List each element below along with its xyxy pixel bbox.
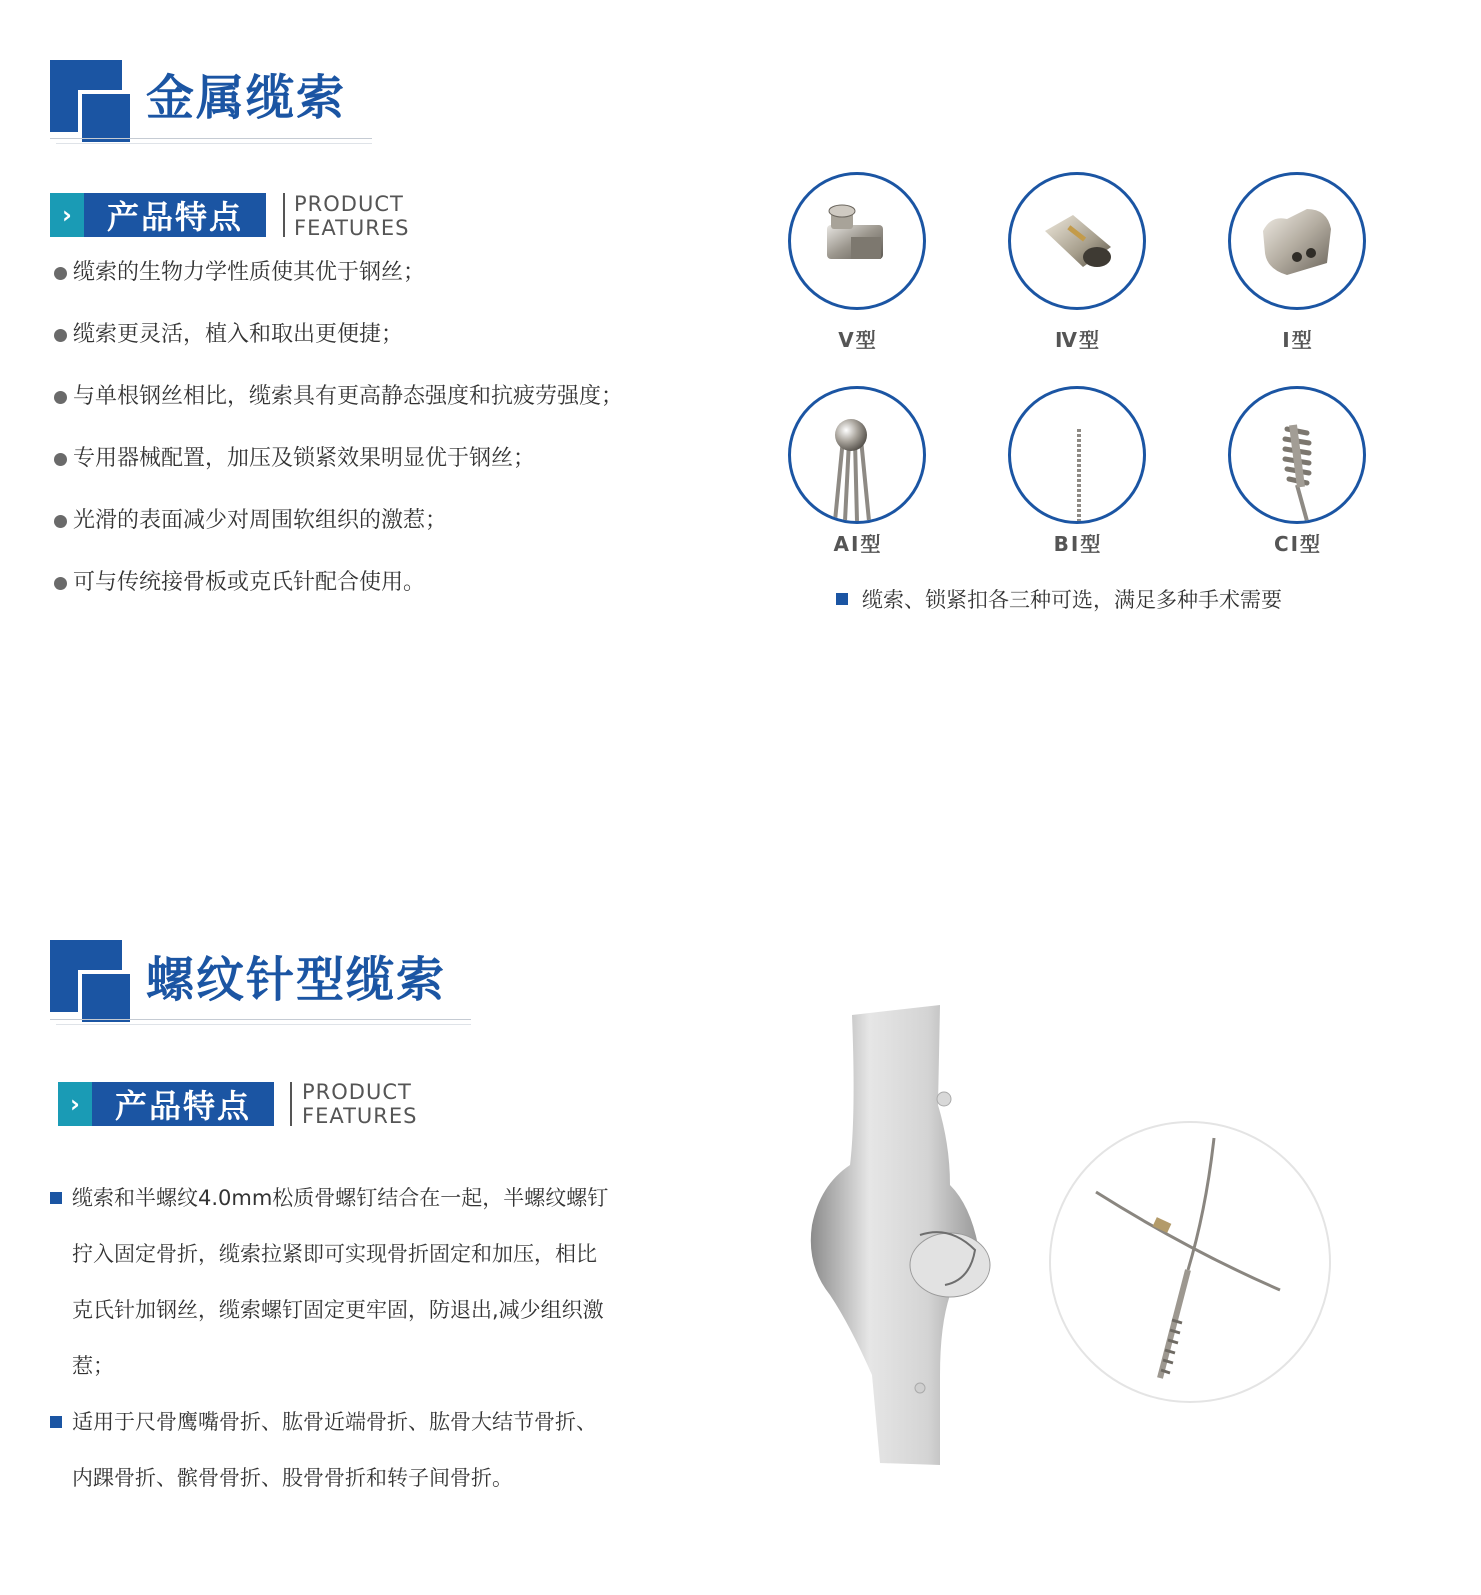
product-label: V型	[838, 328, 878, 352]
feature-item: 与单根钢丝相比，缆索具有更高静态强度和抗疲劳强度；	[54, 382, 744, 444]
threaded-pin-cable-image	[1048, 1120, 1333, 1405]
square-bullet-icon	[50, 1192, 62, 1204]
bullet-icon	[54, 515, 67, 528]
product-options-note: 缆索、锁紧扣各三种可选，满足多种手术需要	[836, 584, 1282, 614]
badge-en-line1: PRODUCT	[302, 1080, 412, 1104]
screw-cable-icon	[1228, 386, 1366, 524]
chevron-right-icon: ›	[58, 1082, 92, 1126]
section-title-metal-cable: 金属缆索	[146, 70, 347, 126]
product-ci-type	[1228, 386, 1368, 556]
feature-item: 缆索的生物力学性质使其优于钢丝；	[54, 258, 744, 320]
product-bi-type	[1008, 386, 1148, 556]
badge-en-line2: FEATURES	[302, 1104, 418, 1128]
badge-separator	[283, 193, 285, 237]
product-v-type	[788, 172, 928, 352]
feature-paragraph-2: 适用于尺骨鹰嘴骨折、肱骨近端骨折、肱骨大结节骨折、 内踝骨折、髌骨骨折、股骨骨折和转子间骨折。	[50, 1394, 597, 1506]
bullet-icon	[54, 329, 67, 342]
section-divider-secondary	[56, 1024, 471, 1025]
features-badge	[50, 193, 266, 237]
feature-list	[54, 258, 744, 630]
lock-clamp-icon	[788, 172, 926, 310]
product-label: Ⅳ型	[1055, 328, 1101, 352]
section-divider	[50, 138, 372, 139]
bullet-icon	[54, 453, 67, 466]
product-label: Ⅰ型	[1282, 328, 1314, 352]
section-heading-icon	[50, 940, 130, 1022]
features-badge-label: 产品特点	[84, 193, 266, 237]
square-bullet-icon	[836, 593, 848, 605]
features-badge-label: 产品特点	[92, 1082, 274, 1126]
chevron-right-icon: ›	[50, 193, 84, 237]
feature-item: 可与传统接骨板或克氏针配合使用。	[54, 568, 744, 630]
product-label: CⅠ型	[1273, 532, 1323, 556]
knee-bone-model-image	[800, 995, 1030, 1475]
section-title-threaded-pin-cable: 螺纹针型缆索	[146, 952, 447, 1008]
thin-cable-icon	[1008, 386, 1146, 524]
double-hole-lock-icon	[1228, 172, 1366, 310]
bullet-icon	[54, 391, 67, 404]
feature-item: 专用器械配置，加压及锁紧效果明显优于钢丝；	[54, 444, 744, 506]
product-label: AⅠ型	[833, 532, 883, 556]
section-divider-secondary	[56, 143, 372, 144]
section-divider	[50, 1019, 471, 1020]
square-bullet-icon	[50, 1416, 62, 1428]
features-badge	[58, 1082, 274, 1126]
feature-item: 缆索更灵活，植入和取出更便捷；	[54, 320, 744, 382]
feature-item: 光滑的表面减少对周围软组织的激惹；	[54, 506, 744, 568]
badge-separator	[290, 1082, 292, 1126]
badge-en-line2: FEATURES	[294, 216, 410, 240]
product-i-type	[1228, 172, 1368, 352]
badge-en-line1: PRODUCT	[294, 192, 404, 216]
product-iv-type	[1008, 172, 1148, 352]
feature-paragraph-1: 缆索和半螺纹4.0mm松质骨螺钉结合在一起，半螺纹螺钉 拧入固定骨折，缆索拉紧即可实现骨折固定和加压，相比 克氏针加钢丝，缆索螺钉固定更牢固，防退出,减少组织激 惹；	[50, 1170, 608, 1394]
sleeve-lock-icon	[1008, 172, 1146, 310]
bullet-icon	[54, 267, 67, 280]
ball-end-cable-icon	[788, 386, 926, 524]
product-label: BⅠ型	[1053, 532, 1103, 556]
section-heading-icon	[50, 60, 130, 142]
bullet-icon	[54, 577, 67, 590]
product-ai-type	[788, 386, 928, 556]
